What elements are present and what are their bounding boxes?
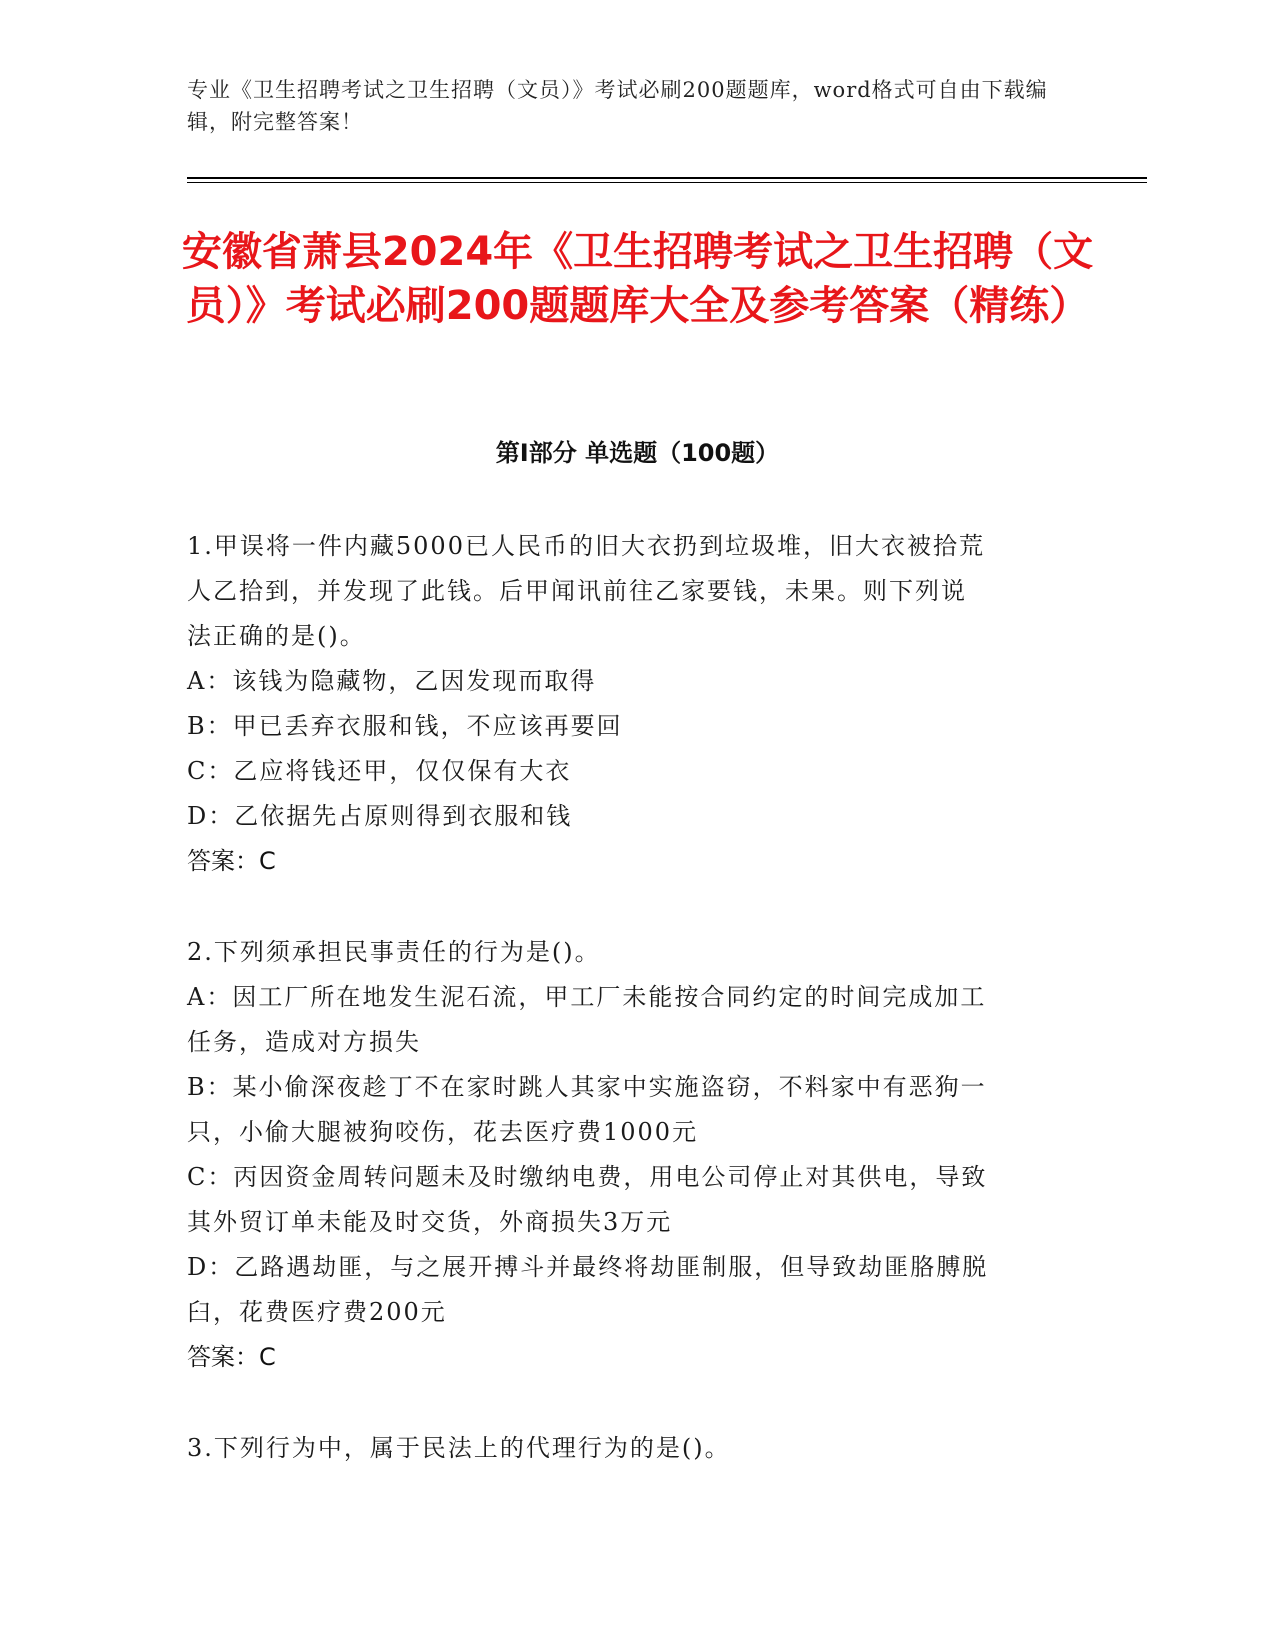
header-note: 专业《卫生招聘考试之卫生招聘（文员）》考试必刷200题题库，word格式可自由下载编辑，附完整答案！: [187, 78, 1048, 134]
option-d: D：乙路遇劫匪，与之展开搏斗并最终将劫匪制服，但导致劫匪胳膊脱: [187, 1253, 989, 1281]
section-heading: 第Ⅰ部分 单选题（100题）: [495, 439, 780, 467]
option-c: C：乙应将钱还甲，仅仅保有大衣: [187, 757, 572, 785]
option-a: A：该钱为隐藏物，乙因发现而取得: [187, 667, 597, 695]
answer-label: 答案：C: [187, 847, 276, 875]
question-list: [187, 524, 1087, 1517]
header-rule-thick: [187, 177, 1147, 179]
question-3: [187, 1426, 1087, 1471]
document-title: 安徽省萧县2024年《卫生招聘考试之卫生招聘（文员）》考试必刷200题题库大全及参考答案（精练）: [181, 229, 1094, 329]
option-d-continued: 臼，花费医疗费200元: [187, 1298, 447, 1326]
option-a: A：因工厂所在地发生泥石流，甲工厂未能按合同约定的时间完成加工: [187, 983, 987, 1011]
question-1: [187, 524, 1087, 884]
question-stem-line: 人乙拾到，并发现了此钱。后甲闻讯前往乙家要钱，未果。则下列说: [187, 577, 967, 605]
question-stem-line: 3.下列行为中，属于民法上的代理行为的是()。: [187, 1434, 731, 1462]
option-d: D：乙依据先占原则得到衣服和钱: [187, 802, 573, 830]
option-c-continued: 其外贸订单未能及时交货，外商损失3万元: [187, 1208, 673, 1236]
header-rule-thin: [187, 182, 1147, 183]
question-stem-line: 法正确的是()。: [187, 622, 366, 650]
question-stem-line: 2.下列须承担民事责任的行为是()。: [187, 938, 601, 966]
question-2: [187, 930, 1087, 1380]
answer-label: 答案：C: [187, 1343, 276, 1371]
question-stem-line: 1.甲误将一件内藏5000已人民币的旧大衣扔到垃圾堆，旧大衣被拾荒: [187, 532, 985, 560]
option-b: B：甲已丢弃衣服和钱，不应该再要回: [187, 712, 623, 740]
option-b: B：某小偷深夜趁丁不在家时跳人其家中实施盗窃，不料家中有恶狗一: [187, 1073, 987, 1101]
option-b-continued: 只，小偷大腿被狗咬伤，花去医疗费1000元: [187, 1118, 699, 1146]
option-c: C：丙因资金周转问题未及时缴纳电费，用电公司停止对其供电，导致: [187, 1163, 988, 1191]
option-a-continued: 任务，造成对方损失: [187, 1028, 421, 1056]
